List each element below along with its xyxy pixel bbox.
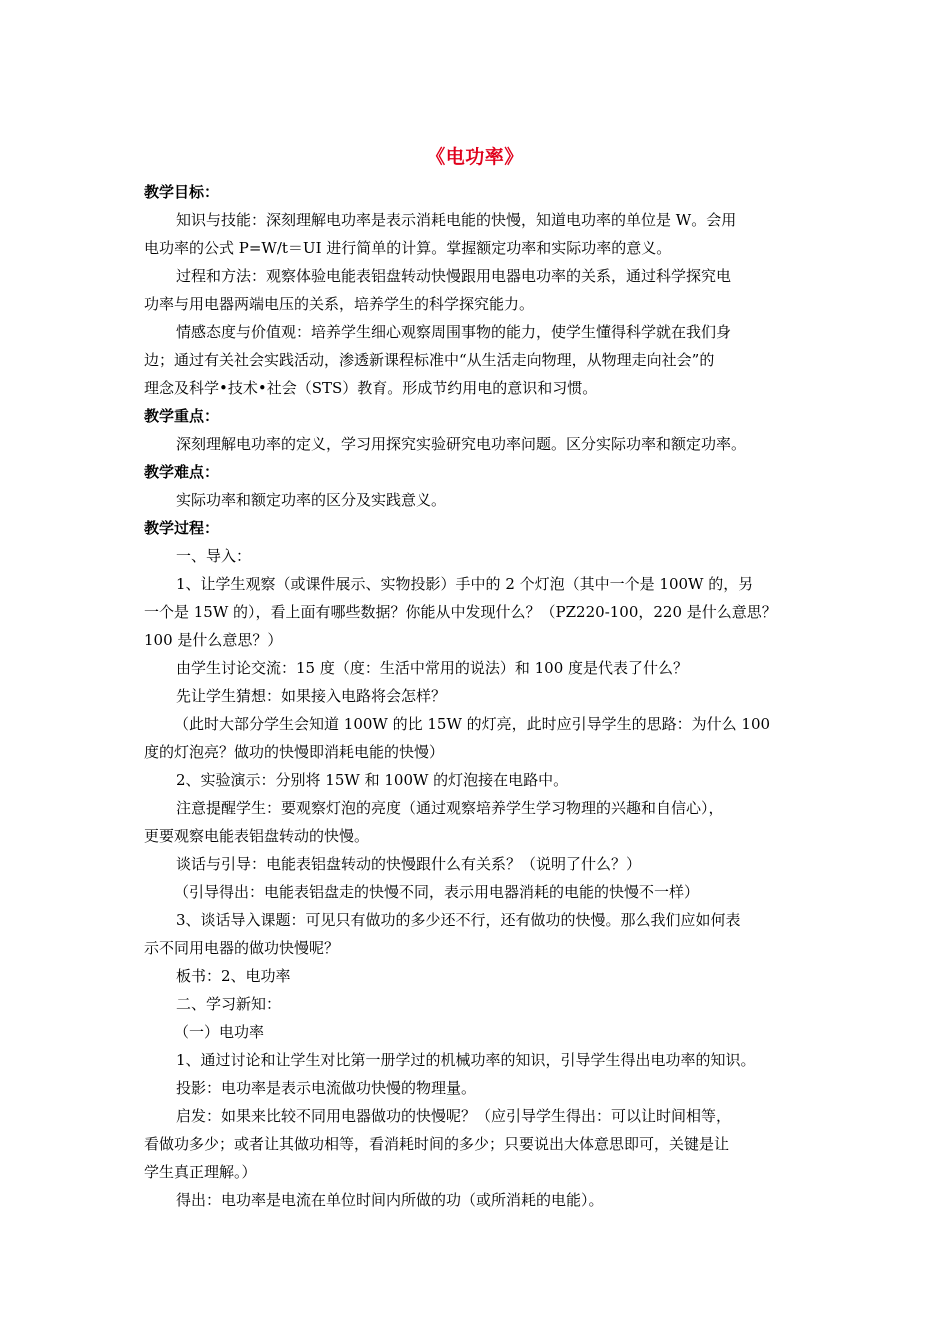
text-line: （此时大部分学生会知道 100W 的比 15W 的灯亮，此时应引导学生的思路：为什么 100 [174, 715, 771, 733]
text-line: 看做功多少；或者让其做功相等，看消耗时间的多少；只要说出大体意思即可，关键是让 [144, 1135, 730, 1153]
text-line: 得出：电功率是电流在单位时间内所做的功（或所消耗的电能）。 [176, 1191, 604, 1209]
text-line: 二、学习新知： [176, 995, 282, 1013]
text-line: 更要观察电能表铝盘转动的快慢。 [144, 827, 370, 845]
text-line: 由学生讨论交流：15 度（度：生活中常用的说法）和 100 度是代表了什么？ [176, 659, 689, 677]
text-line: （引导得出：电能表铝盘走的快慢不同，表示用电器消耗的电能的快慢不一样） [174, 883, 700, 901]
text-line: 2、实验演示：分别将 15W 和 100W 的灯泡接在电路中。 [176, 771, 569, 789]
text-line: 示不同用电器的做功快慢呢？ [144, 939, 340, 957]
text-line: 深刻理解电功率的定义，学习用探究实验研究电功率问题。区分实际功率和额定功率。 [176, 435, 747, 453]
document-title: 《电功率》 [426, 146, 524, 168]
text-line: 情感态度与价值观：培养学生细心观察周围事物的能力，使学生懂得科学就在我们身 [176, 323, 732, 341]
text-line: 电功率的公式 P=W/t＝UI 进行简单的计算。掌握额定功率和实际功率的意义。 [144, 239, 672, 257]
text-line: 100 是什么意思？） [144, 631, 283, 649]
text-line: 知识与技能：深刻理解电功率是表示消耗电能的快慢，知道电功率的单位是 W。会用 [176, 211, 737, 229]
text-line: （一）电功率 [174, 1023, 265, 1041]
text-line: 功率与用电器两端电压的关系，培养学生的科学探究能力。 [144, 295, 535, 313]
text-line: 理念及科学•技术•社会（STS）教育。形成节约用电的意识和习惯。 [144, 379, 598, 397]
text-line: 注意提醒学生：要观察灯泡的亮度（通过观察培养学生学习物理的兴趣和自信心）， [176, 799, 724, 817]
key-points-heading: 教学重点： [144, 407, 220, 425]
text-line: 先让学生猜想：如果接入电路将会怎样？ [176, 687, 447, 705]
text-line: 启发：如果来比较不同用电器做功的快慢呢？（应引导学生得出：可以让时间相等， [176, 1107, 732, 1125]
text-line: 边；通过有关社会实践活动，渗透新课程标准中“从生活走向物理，从物理走向社会”的 [144, 351, 715, 369]
text-line: 1、让学生观察（或课件展示、实物投影）手中的 2 个灯泡（其中一个是 100W 的，另 [176, 575, 754, 593]
text-line: 学生真正理解。） [144, 1163, 257, 1181]
document-body [144, 178, 824, 1214]
text-line: 实际功率和额定功率的区分及实践意义。 [176, 491, 447, 509]
text-line: 板书：2、电功率 [176, 967, 291, 985]
text-line: 度的灯泡亮？做功的快慢即消耗电能的快慢） [144, 743, 445, 761]
text-line: 过程和方法：观察体验电能表铝盘转动快慢跟用电器电功率的关系，通过科学探究电 [176, 267, 732, 285]
text-line: 一、导入： [176, 547, 252, 565]
text-line: 1、通过讨论和让学生对比第一册学过的机械功率的知识，引导学生得出电功率的知识。 [176, 1051, 756, 1069]
process-heading: 教学过程： [144, 519, 220, 537]
text-line: 投影：电功率是表示电流做功快慢的物理量。 [176, 1079, 477, 1097]
difficulties-heading: 教学难点： [144, 463, 220, 481]
text-line: 一个是 15W 的），看上面有哪些数据？你能从中发现什么？（PZ220-100，220 是什么意思？ [144, 603, 777, 621]
text-line: 谈话与引导：电能表铝盘转动的快慢跟什么有关系？（说明了什么？） [176, 855, 642, 873]
text-line: 3、谈话导入课题：可见只有做功的多少还不行，还有做功的快慢。那么我们应如何表 [176, 911, 741, 929]
objectives-heading: 教学目标： [144, 183, 220, 201]
